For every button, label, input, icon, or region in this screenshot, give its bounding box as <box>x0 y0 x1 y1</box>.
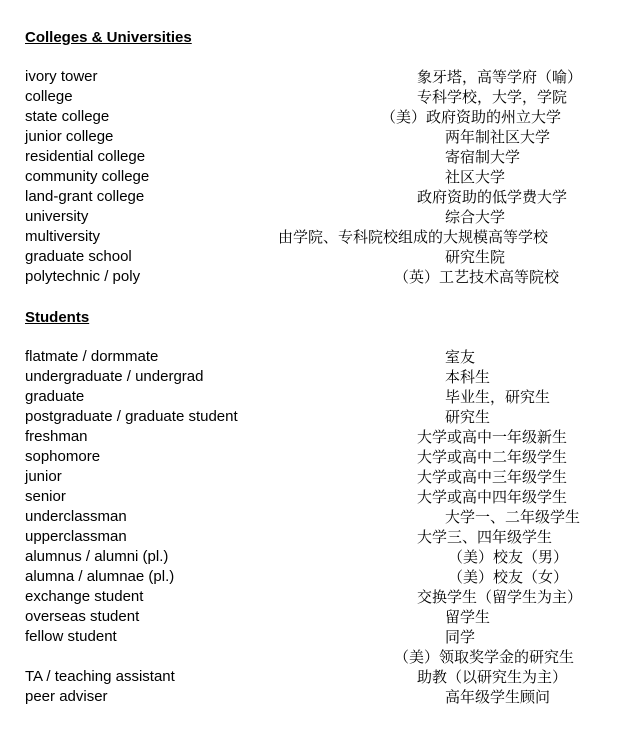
term-zh: 同学 <box>445 628 476 646</box>
term-en: land-grant college <box>25 188 145 205</box>
term-en: flatmate / dormmate <box>25 348 159 365</box>
list-item <box>0 147 643 167</box>
term-en: graduate school <box>25 248 132 265</box>
term-en: fellow student <box>25 628 117 645</box>
term-en: multiversity <box>25 228 101 245</box>
term-en: community college <box>25 168 150 185</box>
term-zh: 大学或高中四年级学生 <box>417 488 568 506</box>
term-en: alumna / alumnae (pl.) <box>25 568 175 585</box>
list-item <box>0 247 643 267</box>
term-en: underclassman <box>25 508 127 525</box>
term-zh: 两年制社区大学 <box>445 128 551 146</box>
list-item <box>0 367 643 387</box>
list-item <box>0 687 643 707</box>
term-en: freshman <box>25 428 88 445</box>
term-en: exchange student <box>25 588 144 605</box>
term-zh: 毕业生，研究生 <box>445 388 551 406</box>
term-zh: （美）校友（女） <box>448 568 569 586</box>
term-zh: （美）政府资助的州立大学 <box>381 108 562 126</box>
list-item <box>0 467 643 487</box>
term-en: overseas student <box>25 608 140 625</box>
list-item <box>0 487 643 507</box>
term-zh: 研究生 <box>445 408 491 426</box>
term-zh: 高年级学生顾问 <box>445 688 551 706</box>
term-en: state college <box>25 108 110 125</box>
term-zh: 研究生院 <box>445 248 506 266</box>
list-item <box>0 607 643 627</box>
term-en: junior college <box>25 128 114 145</box>
term-en: ivory tower <box>25 68 98 85</box>
term-zh: 本科生 <box>445 368 491 386</box>
term-en: postgraduate / graduate student <box>25 408 238 425</box>
list-item <box>0 427 643 447</box>
list-item <box>0 407 643 427</box>
term-zh: 大学一、二年级学生 <box>445 508 581 526</box>
list-item <box>0 347 643 367</box>
section-heading-students: Students <box>25 309 90 326</box>
term-zh: 由学院、专科院校组成的大规模高等学校 <box>278 228 549 246</box>
term-en: graduate <box>25 388 85 405</box>
list-item <box>0 107 643 127</box>
list-item <box>0 67 643 87</box>
list-item <box>0 87 643 107</box>
section-heading-colleges: Colleges & Universities <box>25 29 192 46</box>
term-en: upperclassman <box>25 528 127 545</box>
term-en: sophomore <box>25 448 101 465</box>
list-item <box>0 527 643 547</box>
term-zh: 寄宿制大学 <box>445 148 521 166</box>
term-zh: （美）校友（男） <box>448 548 569 566</box>
list-item <box>0 167 643 187</box>
term-zh: （美）领取奖学金的研究生 <box>394 648 575 666</box>
list-item <box>0 127 643 147</box>
list-item <box>0 207 643 227</box>
term-zh: 大学或高中二年级学生 <box>417 448 568 466</box>
term-zh: 大学或高中三年级学生 <box>417 468 568 486</box>
term-zh: 象牙塔，高等学府（喻） <box>417 68 583 86</box>
term-zh: 室友 <box>445 348 476 366</box>
term-en: polytechnic / poly <box>25 268 141 285</box>
term-zh: 政府资助的低学费大学 <box>417 188 568 206</box>
term-zh: 交换学生（留学生为主） <box>417 588 583 606</box>
list-item <box>0 567 643 587</box>
list-item <box>0 647 643 667</box>
term-zh: 专科学校，大学，学院 <box>417 88 568 106</box>
term-en: undergraduate / undergrad <box>25 368 204 385</box>
term-en: residential college <box>25 148 146 165</box>
term-zh: 社区大学 <box>445 168 506 186</box>
list-item <box>0 627 643 647</box>
term-zh: 留学生 <box>445 608 491 626</box>
term-en: senior <box>25 488 66 505</box>
term-en: college <box>25 88 73 105</box>
list-item <box>0 447 643 467</box>
list-item <box>0 667 643 687</box>
term-en: alumnus / alumni (pl.) <box>25 548 169 565</box>
term-en: university <box>25 208 89 225</box>
list-item <box>0 587 643 607</box>
list-item <box>0 547 643 567</box>
term-zh: 大学或高中一年级新生 <box>417 428 568 446</box>
list-item <box>0 187 643 207</box>
term-en: peer adviser <box>25 688 108 705</box>
list-item <box>0 227 643 247</box>
list-item <box>0 387 643 407</box>
list-item <box>0 507 643 527</box>
term-en: TA / teaching assistant <box>25 668 175 685</box>
term-zh: 助教（以研究生为主） <box>417 668 568 686</box>
term-zh: 综合大学 <box>445 208 506 226</box>
term-en: junior <box>25 468 62 485</box>
term-zh: 大学三、四年级学生 <box>417 528 553 546</box>
list-item <box>0 267 643 287</box>
term-zh: （英）工艺技术高等院校 <box>394 268 560 286</box>
